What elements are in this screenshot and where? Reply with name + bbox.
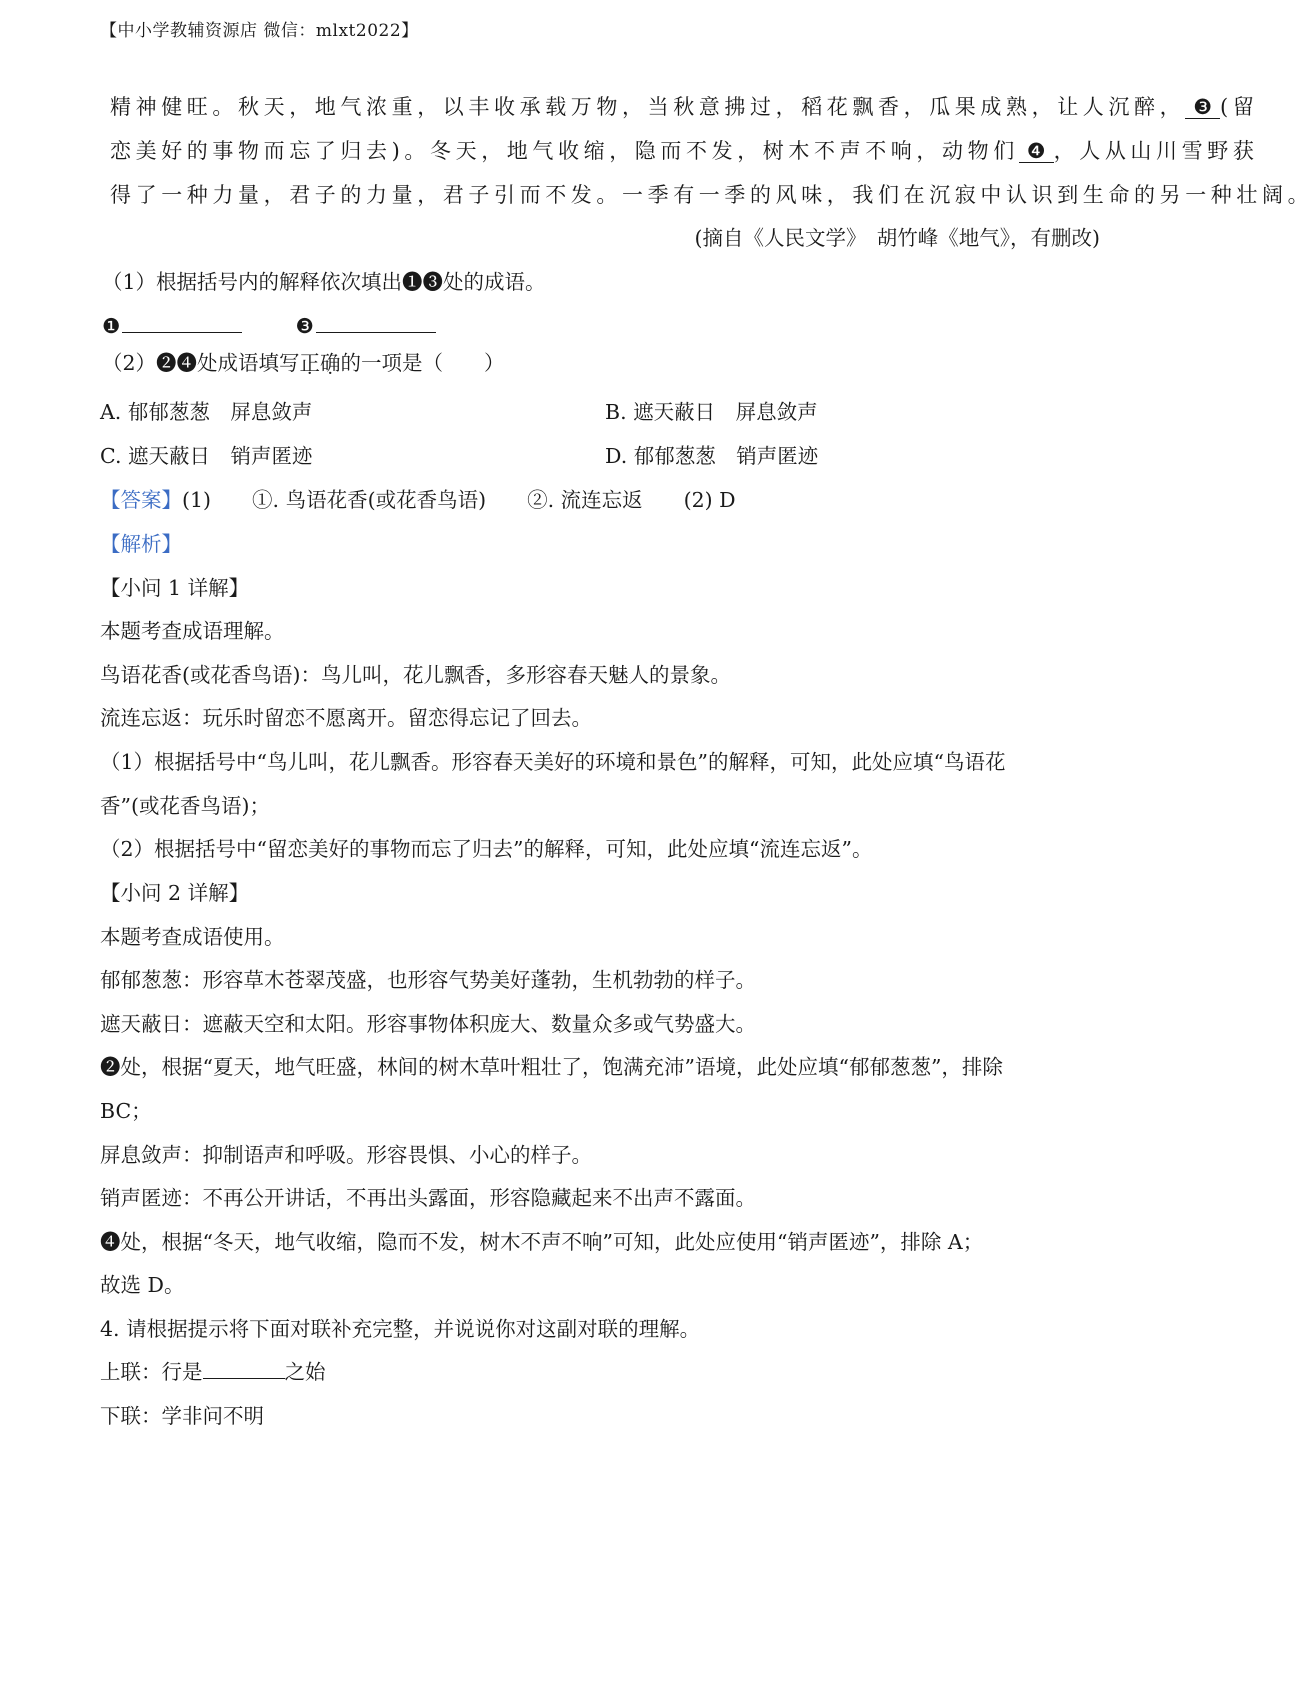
couplet-lower: 下联：学非问不明 — [100, 1404, 264, 1428]
q2-prompt: （2）❷❹处成语填写正确的一项是（ ） — [102, 351, 505, 375]
analysis-line: 销声匿迹：不再公开讲话，不再出头露面，形容隐藏起来不出声不露面。 — [100, 1186, 756, 1210]
option-a[interactable]: A. 郁郁葱葱 屏息敛声 — [100, 400, 313, 424]
analysis-line: 鸟语花香(或花香鸟语)：鸟儿叫，花儿飘香，多形容春天魅人的景象。 — [100, 663, 731, 687]
analysis-line: （1）根据括号中“鸟儿叫，花儿飘香。形容春天美好的环境和景色”的解释，可知，此处应填“鸟语花 — [100, 750, 1006, 774]
passage-line-1: 精神健旺。秋天，地气浓重，以丰收承载万物，当秋意拂过，稻花飘香，瓜果成熟，让人沉醉， ❸ (留 — [110, 95, 1259, 119]
analysis-line: 郁郁葱葱：形容草木苍翠茂盛，也形容气势美好蓬勃，生机勃勃的样子。 — [100, 968, 756, 992]
analysis-line: 屏息敛声：抑制语声和呼吸。形容畏惧、小心的样子。 — [100, 1143, 592, 1167]
watermark-header: 【中小学教辅资源店 微信：mlxt2022】 — [100, 21, 419, 41]
q1-answer-blanks — [102, 316, 436, 337]
analysis-line: BC； — [100, 1099, 152, 1123]
couplet-blank[interactable] — [203, 1378, 285, 1379]
analysis-line: 本题考查成语使用。 — [100, 925, 285, 949]
q1-blank-line-1[interactable] — [122, 332, 242, 333]
passage-line-2: 恋美好的事物而忘了归去)。冬天，地气收缩，隐而不发，树木不声不响，动物们 ❹ ，人从山川雪野获 — [110, 139, 1259, 163]
blank-3[interactable]: ❸ — [1185, 97, 1220, 119]
analysis-tag: 【解析】 — [100, 532, 182, 556]
emphasis-char-2: 确 — [320, 351, 341, 375]
analysis-line: 流连忘返：玩乐时留恋不愿离开。留恋得忘记了回去。 — [100, 706, 592, 730]
option-b[interactable]: B. 遮天蔽日 屏息敛声 — [605, 400, 818, 424]
answer-tag: 【答案】 — [100, 488, 182, 512]
analysis-line: 故选 D。 — [100, 1273, 185, 1297]
passage-source: (摘自《人民文学》 胡竹峰《地气》，有删改) — [694, 226, 1100, 250]
q1-blank-label-3: ❸ — [295, 314, 314, 338]
q4-prompt: 4. 请根据提示将下面对联补充完整，并说说你对这副对联的理解。 — [100, 1317, 701, 1341]
q1-blank-line-3[interactable] — [316, 332, 436, 333]
analysis-line: 【小问 2 详解】 — [100, 881, 250, 905]
option-d[interactable]: D. 郁郁葱葱 销声匿迹 — [605, 444, 819, 468]
analysis-line: （2）根据括号中“留恋美好的事物而忘了归去”的解释，可知，此处应填“流连忘返”。 — [100, 837, 873, 861]
analysis-line: ❹处，根据“冬天，地气收缩，隐而不发，树木不声不响”可知，此处应使用“销声匿迹”，排除 A； — [100, 1230, 984, 1254]
analysis-line: 香”(或花香鸟语)； — [100, 794, 270, 818]
passage-line-3: 得了一种力量，君子的力量，君子引而不发。一季有一季的风味，我们在沉寂中认识到生命的另一种壮阔。 — [110, 183, 1313, 207]
answer-body: (1) ①. 鸟语花香(或花香鸟语) ②. 流连忘返 (2) D — [182, 488, 736, 512]
q1-prompt: （1）根据括号内的解释依次填出❶❸处的成语。 — [102, 270, 546, 294]
emphasis-char-1: 正 — [299, 351, 321, 375]
answer-line — [100, 490, 736, 511]
analysis-line: 遮天蔽日：遮蔽天空和太阳。形容事物体积庞大、数量众多或气势盛大。 — [100, 1012, 756, 1036]
analysis-line: 本题考查成语理解。 — [100, 619, 285, 643]
analysis-line: ❷处，根据“夏天，地气旺盛，林间的树木草叶粗壮了，饱满充沛”语境，此处应填“郁郁葱葱”，排除 — [100, 1055, 1003, 1079]
couplet-upper: 上联：行是 之始 — [100, 1360, 326, 1384]
q1-blank-label-1: ❶ — [102, 314, 121, 338]
analysis-line: 【小问 1 详解】 — [100, 576, 250, 600]
option-c[interactable]: C. 遮天蔽日 销声匿迹 — [100, 444, 313, 468]
blank-4[interactable]: ❹ — [1019, 141, 1054, 163]
